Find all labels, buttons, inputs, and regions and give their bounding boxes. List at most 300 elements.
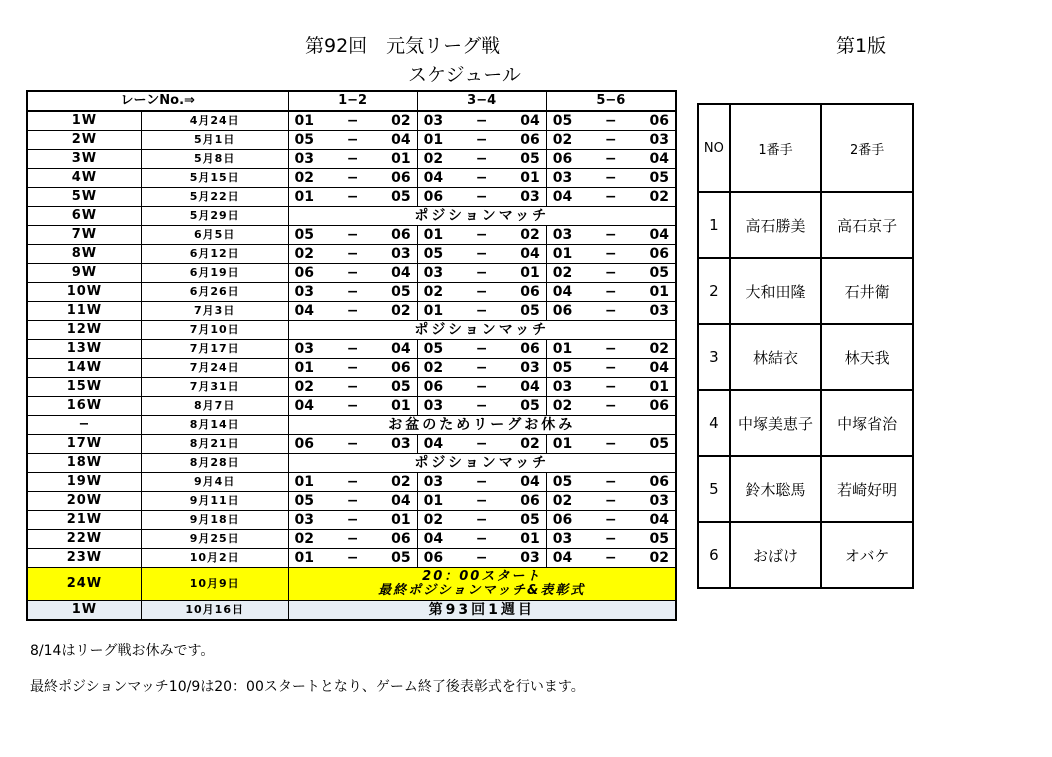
week-cell: 5W	[27, 188, 141, 207]
week-cell: 14W	[27, 359, 141, 378]
team-b-cell: 03	[501, 188, 546, 207]
team-a-cell: 01	[288, 111, 333, 131]
team-a-cell: 05	[288, 226, 333, 245]
team-a-cell: 02	[417, 150, 462, 169]
versus-dash: −	[592, 131, 630, 150]
versus-dash: −	[463, 492, 501, 511]
versus-dash: −	[333, 435, 371, 454]
schedule-row	[27, 397, 676, 416]
team-a-cell: 06	[417, 549, 462, 568]
week-cell: 15W	[27, 378, 141, 397]
week-cell: 9W	[27, 264, 141, 283]
team-a-cell: 03	[417, 473, 462, 492]
team-a-cell: 05	[288, 131, 333, 150]
versus-dash: −	[333, 378, 371, 397]
versus-dash: −	[333, 302, 371, 321]
event-message: お盆のためリーグお休み	[288, 416, 676, 435]
team-a-cell: 04	[546, 549, 591, 568]
team-b-cell: 02	[372, 473, 417, 492]
team-b-cell: 06	[501, 131, 546, 150]
date-cell: 8月28日	[141, 454, 288, 473]
team-b-cell: 05	[630, 169, 676, 188]
versus-dash: −	[463, 378, 501, 397]
versus-dash: −	[333, 283, 371, 302]
date-cell: 8月7日	[141, 397, 288, 416]
team-b-cell: 01	[372, 511, 417, 530]
team-b-cell: 05	[501, 511, 546, 530]
next-season-message: 第93回1週目	[288, 601, 676, 621]
week-cell: 6W	[27, 207, 141, 226]
week-cell: 22W	[27, 530, 141, 549]
team-a-cell: 01	[417, 302, 462, 321]
versus-dash: −	[592, 188, 630, 207]
team-b-cell: 06	[501, 340, 546, 359]
schedule-row	[27, 169, 676, 188]
versus-dash: −	[592, 226, 630, 245]
team-a-cell: 06	[417, 188, 462, 207]
team-a-cell: 05	[546, 111, 591, 131]
week-cell: 23W	[27, 549, 141, 568]
team-b-cell: 05	[630, 530, 676, 549]
first-player: 中塚美恵子	[730, 390, 822, 456]
schedule-row	[27, 283, 676, 302]
week-cell: 4W	[27, 169, 141, 188]
date-cell: 4月24日	[141, 111, 288, 131]
versus-dash: −	[333, 188, 371, 207]
versus-dash: −	[463, 340, 501, 359]
week-cell: 1W	[27, 111, 141, 131]
team-number: 1	[698, 192, 730, 258]
schedule-row	[27, 302, 676, 321]
schedule-row	[27, 207, 676, 226]
versus-dash: −	[592, 359, 630, 378]
team-b-cell: 06	[372, 169, 417, 188]
versus-dash: −	[592, 530, 630, 549]
team-row	[698, 456, 913, 522]
versus-dash: −	[463, 530, 501, 549]
schedule-row	[27, 378, 676, 397]
team-a-cell: 01	[288, 549, 333, 568]
schedule-row	[27, 435, 676, 454]
team-b-cell: 04	[501, 378, 546, 397]
team-b-cell: 04	[372, 131, 417, 150]
team-b-cell: 05	[501, 302, 546, 321]
team-b-cell: 04	[630, 226, 676, 245]
team-b-cell: 05	[372, 283, 417, 302]
team-a-cell: 03	[288, 340, 333, 359]
team-b-cell: 04	[372, 492, 417, 511]
week-cell: 11W	[27, 302, 141, 321]
team-a-cell: 02	[546, 397, 591, 416]
versus-dash: −	[592, 245, 630, 264]
team-a-cell: 05	[288, 492, 333, 511]
versus-dash: −	[333, 549, 371, 568]
versus-dash: −	[592, 111, 630, 131]
team-number: 4	[698, 390, 730, 456]
team-b-cell: 04	[630, 359, 676, 378]
team-a-cell: 02	[288, 530, 333, 549]
versus-dash: −	[592, 511, 630, 530]
first-player: おばけ	[730, 522, 822, 588]
team-b-cell: 02	[630, 340, 676, 359]
versus-dash: −	[463, 131, 501, 150]
note-holiday: 8/14はリーグ戦お休みです。	[30, 643, 215, 659]
schedule-row	[27, 188, 676, 207]
team-number: 5	[698, 456, 730, 522]
final-message	[288, 568, 676, 601]
team-a-cell: 03	[546, 530, 591, 549]
team-b-cell: 06	[372, 359, 417, 378]
team-a-cell: 01	[288, 473, 333, 492]
versus-dash: −	[592, 397, 630, 416]
versus-dash: −	[592, 549, 630, 568]
team-b-cell: 05	[372, 188, 417, 207]
team-a-cell: 03	[546, 226, 591, 245]
versus-dash: −	[463, 226, 501, 245]
week-cell: 7W	[27, 226, 141, 245]
date-cell: 9月18日	[141, 511, 288, 530]
team-b-cell: 01	[372, 397, 417, 416]
team-a-cell: 01	[546, 435, 591, 454]
team-a-cell: 03	[546, 378, 591, 397]
team-a-cell: 02	[417, 511, 462, 530]
team-a-cell: 03	[288, 511, 333, 530]
lane-1-2-header: 1−2	[288, 91, 417, 111]
team-b-cell: 03	[501, 549, 546, 568]
schedule-row	[27, 245, 676, 264]
date-cell: 8月14日	[141, 416, 288, 435]
week-cell: −	[27, 416, 141, 435]
date-cell: 7月31日	[141, 378, 288, 397]
schedule-row	[27, 264, 676, 283]
team-b-cell: 04	[630, 150, 676, 169]
team-a-cell: 02	[546, 131, 591, 150]
versus-dash: −	[463, 435, 501, 454]
team-b-cell: 05	[372, 549, 417, 568]
versus-dash: −	[463, 473, 501, 492]
team-number: 2	[698, 258, 730, 324]
team-a-cell: 03	[288, 150, 333, 169]
week-cell: 19W	[27, 473, 141, 492]
team-a-cell: 02	[417, 359, 462, 378]
team-b-cell: 05	[372, 378, 417, 397]
team-b-cell: 06	[372, 226, 417, 245]
date-cell: 6月26日	[141, 283, 288, 302]
versus-dash: −	[333, 530, 371, 549]
players-header-row	[698, 104, 913, 192]
team-b-cell: 02	[501, 226, 546, 245]
team-b-cell: 01	[630, 378, 676, 397]
date-cell: 5月1日	[141, 131, 288, 150]
team-a-cell: 04	[546, 283, 591, 302]
date-cell: 5月15日	[141, 169, 288, 188]
team-a-cell: 04	[417, 530, 462, 549]
versus-dash: −	[463, 245, 501, 264]
team-a-cell: 02	[288, 169, 333, 188]
versus-dash: −	[592, 492, 630, 511]
team-b-cell: 06	[372, 530, 417, 549]
date-cell: 9月25日	[141, 530, 288, 549]
team-b-cell: 03	[630, 492, 676, 511]
event-message: ポジションマッチ	[288, 454, 676, 473]
first-player: 鈴木聡馬	[730, 456, 822, 522]
versus-dash: −	[592, 169, 630, 188]
team-a-cell: 01	[417, 492, 462, 511]
schedule-row	[27, 454, 676, 473]
team-row	[698, 258, 913, 324]
versus-dash: −	[463, 283, 501, 302]
versus-dash: −	[333, 340, 371, 359]
team-b-cell: 05	[501, 150, 546, 169]
team-a-cell: 03	[417, 264, 462, 283]
versus-dash: −	[592, 435, 630, 454]
versus-dash: −	[592, 340, 630, 359]
team-b-cell: 03	[501, 359, 546, 378]
final-start-time: 20：00スタート	[422, 569, 542, 584]
week-cell: 8W	[27, 245, 141, 264]
lane-header: レーンNo.⇒	[27, 91, 288, 111]
final-row	[27, 568, 676, 601]
versus-dash: −	[333, 169, 371, 188]
schedule-row	[27, 492, 676, 511]
team-a-cell: 01	[546, 245, 591, 264]
week-cell: 1W	[27, 601, 141, 621]
versus-dash: −	[333, 245, 371, 264]
note-final: 最終ポジションマッチ10/9は20：00スタートとなり、ゲーム終了後表彰式を行います。	[30, 679, 585, 695]
team-b-cell: 01	[501, 169, 546, 188]
team-b-cell: 04	[630, 511, 676, 530]
versus-dash: −	[463, 511, 501, 530]
team-a-cell: 01	[288, 188, 333, 207]
schedule-row	[27, 321, 676, 340]
team-b-cell: 01	[501, 264, 546, 283]
date-cell: 10月2日	[141, 549, 288, 568]
team-b-cell: 06	[630, 473, 676, 492]
versus-dash: −	[592, 473, 630, 492]
versus-dash: −	[463, 359, 501, 378]
second-player: 中塚省治	[821, 390, 913, 456]
date-cell: 8月21日	[141, 435, 288, 454]
team-b-cell: 04	[372, 340, 417, 359]
team-b-cell: 03	[630, 302, 676, 321]
schedule-row	[27, 511, 676, 530]
versus-dash: −	[463, 302, 501, 321]
team-b-cell: 04	[501, 473, 546, 492]
team-a-cell: 01	[546, 340, 591, 359]
team-b-cell: 06	[630, 111, 676, 131]
schedule-row	[27, 111, 676, 131]
date-cell: 10月9日	[141, 568, 288, 601]
second-player: 石井衛	[821, 258, 913, 324]
next-season-row	[27, 601, 676, 621]
date-cell: 10月16日	[141, 601, 288, 621]
team-a-cell: 02	[546, 492, 591, 511]
second-player: オバケ	[821, 522, 913, 588]
week-cell: 2W	[27, 131, 141, 150]
date-cell: 9月4日	[141, 473, 288, 492]
versus-dash: −	[333, 226, 371, 245]
second-player-header: 2番手	[821, 104, 913, 192]
week-cell: 21W	[27, 511, 141, 530]
week-cell: 13W	[27, 340, 141, 359]
team-a-cell: 03	[417, 111, 462, 131]
league-title: 第92回 元気リーグ戦	[305, 35, 501, 57]
first-player: 林結衣	[730, 324, 822, 390]
team-b-cell: 04	[372, 264, 417, 283]
team-a-cell: 01	[288, 359, 333, 378]
team-number: 6	[698, 522, 730, 588]
team-b-cell: 01	[630, 283, 676, 302]
second-player: 林天我	[821, 324, 913, 390]
versus-dash: −	[333, 264, 371, 283]
team-b-cell: 05	[630, 264, 676, 283]
team-a-cell: 04	[417, 435, 462, 454]
team-row	[698, 390, 913, 456]
versus-dash: −	[592, 283, 630, 302]
versus-dash: −	[463, 397, 501, 416]
players-table	[697, 103, 914, 589]
schedule-table	[26, 90, 677, 621]
date-cell: 7月10日	[141, 321, 288, 340]
versus-dash: −	[592, 264, 630, 283]
team-a-cell: 05	[546, 473, 591, 492]
team-number: 3	[698, 324, 730, 390]
team-a-cell: 04	[288, 302, 333, 321]
event-message: ポジションマッチ	[288, 207, 676, 226]
team-a-cell: 01	[417, 226, 462, 245]
team-row	[698, 192, 913, 258]
week-cell: 24W	[27, 568, 141, 601]
team-a-cell: 05	[417, 245, 462, 264]
team-b-cell: 02	[372, 302, 417, 321]
versus-dash: −	[463, 549, 501, 568]
versus-dash: −	[333, 150, 371, 169]
week-cell: 17W	[27, 435, 141, 454]
team-row	[698, 324, 913, 390]
versus-dash: −	[333, 131, 371, 150]
second-player: 若崎好明	[821, 456, 913, 522]
schedule-row	[27, 226, 676, 245]
first-player-header: 1番手	[730, 104, 822, 192]
date-cell: 7月24日	[141, 359, 288, 378]
team-b-cell: 06	[501, 492, 546, 511]
date-cell: 9月11日	[141, 492, 288, 511]
team-b-cell: 04	[501, 245, 546, 264]
schedule-row	[27, 549, 676, 568]
event-message: ポジションマッチ	[288, 321, 676, 340]
versus-dash: −	[463, 188, 501, 207]
schedule-row	[27, 131, 676, 150]
team-b-cell: 06	[630, 397, 676, 416]
first-player: 高石勝美	[730, 192, 822, 258]
versus-dash: −	[463, 264, 501, 283]
no-header: NO	[698, 104, 730, 192]
lane-5-6-header: 5−6	[546, 91, 676, 111]
versus-dash: −	[592, 150, 630, 169]
date-cell: 7月3日	[141, 302, 288, 321]
team-b-cell: 06	[630, 245, 676, 264]
schedule-header-row	[27, 91, 676, 111]
team-a-cell: 02	[288, 378, 333, 397]
schedule-subtitle: スケジュール	[408, 64, 521, 86]
team-a-cell: 04	[546, 188, 591, 207]
schedule-row	[27, 359, 676, 378]
versus-dash: −	[333, 492, 371, 511]
team-b-cell: 05	[630, 435, 676, 454]
versus-dash: −	[333, 111, 371, 131]
team-a-cell: 06	[546, 150, 591, 169]
team-a-cell: 02	[288, 245, 333, 264]
week-cell: 20W	[27, 492, 141, 511]
team-a-cell: 06	[417, 378, 462, 397]
team-a-cell: 06	[546, 302, 591, 321]
team-b-cell: 03	[630, 131, 676, 150]
week-cell: 16W	[27, 397, 141, 416]
team-b-cell: 05	[501, 397, 546, 416]
team-b-cell: 02	[372, 111, 417, 131]
versus-dash: −	[592, 378, 630, 397]
versus-dash: −	[333, 359, 371, 378]
date-cell: 5月29日	[141, 207, 288, 226]
versus-dash: −	[592, 302, 630, 321]
date-cell: 6月19日	[141, 264, 288, 283]
date-cell: 5月22日	[141, 188, 288, 207]
versus-dash: −	[463, 169, 501, 188]
versus-dash: −	[333, 397, 371, 416]
team-a-cell: 04	[288, 397, 333, 416]
team-a-cell: 01	[417, 131, 462, 150]
version-label: 第1版	[836, 35, 887, 57]
team-a-cell: 02	[546, 264, 591, 283]
team-a-cell: 06	[546, 511, 591, 530]
team-a-cell: 03	[546, 169, 591, 188]
week-cell: 10W	[27, 283, 141, 302]
date-cell: 6月12日	[141, 245, 288, 264]
team-a-cell: 05	[417, 340, 462, 359]
team-a-cell: 06	[288, 435, 333, 454]
team-b-cell: 02	[630, 188, 676, 207]
team-b-cell: 01	[501, 530, 546, 549]
week-cell: 18W	[27, 454, 141, 473]
team-a-cell: 05	[546, 359, 591, 378]
team-a-cell: 06	[288, 264, 333, 283]
team-a-cell: 02	[417, 283, 462, 302]
team-a-cell: 03	[288, 283, 333, 302]
versus-dash: −	[333, 473, 371, 492]
team-row	[698, 522, 913, 588]
versus-dash: −	[463, 150, 501, 169]
team-a-cell: 04	[417, 169, 462, 188]
lane-3-4-header: 3−4	[417, 91, 546, 111]
team-b-cell: 03	[372, 245, 417, 264]
team-b-cell: 02	[630, 549, 676, 568]
schedule-row	[27, 416, 676, 435]
second-player: 高石京子	[821, 192, 913, 258]
week-cell: 3W	[27, 150, 141, 169]
final-event-name: 最終ポジションマッチ&表彰式	[378, 583, 586, 598]
first-player: 大和田隆	[730, 258, 822, 324]
date-cell: 6月5日	[141, 226, 288, 245]
team-b-cell: 02	[501, 435, 546, 454]
date-cell: 5月8日	[141, 150, 288, 169]
versus-dash: −	[333, 511, 371, 530]
schedule-row	[27, 473, 676, 492]
team-b-cell: 03	[372, 435, 417, 454]
team-b-cell: 01	[372, 150, 417, 169]
team-a-cell: 03	[417, 397, 462, 416]
schedule-row	[27, 150, 676, 169]
versus-dash: −	[463, 111, 501, 131]
